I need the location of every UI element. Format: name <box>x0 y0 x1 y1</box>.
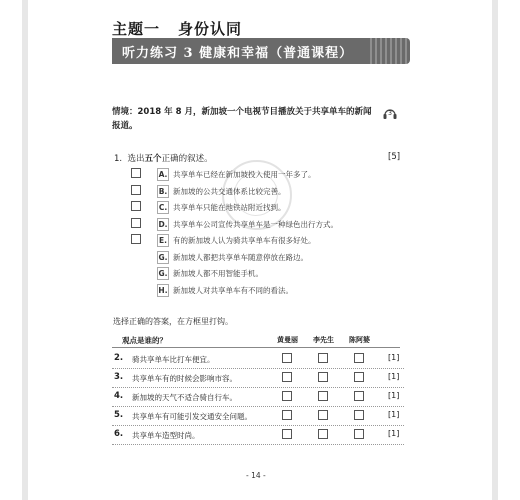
topic-title <box>112 18 242 39</box>
option-checkbox[interactable] <box>131 218 141 228</box>
banner-title: 听力练习 3 健康和幸福（普通课程） <box>122 46 354 61</box>
option-letter: A. <box>158 170 168 179</box>
audio-track-number: 3 <box>388 110 392 117</box>
answer-checkbox-3[interactable] <box>354 353 364 363</box>
row-number: 6. <box>114 429 124 439</box>
question-1-marks: [5] <box>388 152 401 162</box>
option-text: 共享单车只能在地铁站附近找到。 <box>173 203 286 212</box>
option-checkbox[interactable] <box>131 201 141 211</box>
row-number: 4. <box>114 391 124 401</box>
row-marks: [1] <box>388 353 400 362</box>
row-marks: [1] <box>388 410 400 419</box>
page-frame-right <box>492 0 498 500</box>
topic-name: 身份认同 <box>178 20 243 38</box>
header-name-1: 黄曼丽 <box>277 335 298 344</box>
scenario-text: 情境：2018 年 8 月，新加坡一个电视节目播放关于共享单车的新闻报道。 <box>112 107 372 131</box>
question-row <box>112 350 404 369</box>
page-number: - 14 - <box>246 471 266 480</box>
question-row <box>112 388 404 407</box>
question-1-text-b: 五个 <box>144 154 162 164</box>
header-name-3: 陈阿婆 <box>349 335 370 344</box>
answer-checkbox-2[interactable] <box>318 372 328 382</box>
option-text: 有的新加坡人认为骑共享单车有很多好处。 <box>173 236 316 245</box>
option-text: 新加坡人都把共享单车随意停放在路边。 <box>173 253 308 262</box>
option-letter: B. <box>158 187 168 196</box>
answer-checkbox-2[interactable] <box>318 410 328 420</box>
option-letter: C. <box>158 203 168 212</box>
question-1-prompt <box>114 152 213 164</box>
row-statement: 新加坡的天气不适合骑自行车。 <box>132 393 237 402</box>
question-row <box>112 369 404 388</box>
row-statement: 共享单车造型时尚。 <box>132 431 200 440</box>
question-1-text-c: 正确的叙述。 <box>161 154 213 164</box>
row-statement: 共享单车有的时候会影响市容。 <box>132 374 237 383</box>
row-number: 3. <box>114 372 124 382</box>
row-number: 5. <box>114 410 124 420</box>
option-checkbox[interactable] <box>131 168 141 178</box>
answer-checkbox-3[interactable] <box>354 391 364 401</box>
option-letter: E. <box>157 234 169 247</box>
answer-checkbox-1[interactable] <box>282 410 292 420</box>
section-banner <box>112 38 410 64</box>
banner-stripes <box>370 38 410 64</box>
audio-track-icon <box>383 106 397 119</box>
option-text: 新加坡人都不用智能手机。 <box>173 269 263 278</box>
page-frame-left <box>22 0 28 500</box>
option-letter: H. <box>158 286 168 295</box>
row-marks: [1] <box>388 429 400 438</box>
option-letter: G. <box>158 253 168 262</box>
option-letter: G. <box>158 269 168 278</box>
row-statement: 共享单车有可能引发交通安全问题。 <box>132 412 252 421</box>
option-text: 共享单车公司宣传共享单车是一种绿色出行方式。 <box>173 220 338 229</box>
row-statement: 骑共享单车比打车便宜。 <box>132 355 215 364</box>
question-1-text-a: 选出 <box>127 154 145 164</box>
option-text: 新加坡人对共享单车有不同的看法。 <box>173 286 293 295</box>
topic-number: 主题一 <box>112 20 161 38</box>
row-marks: [1] <box>388 372 400 381</box>
answer-checkbox-1[interactable] <box>282 429 292 439</box>
row-number: 2. <box>114 353 124 363</box>
section-2-instruction: 选择正确的答案，在方框里打钩。 <box>113 317 233 326</box>
answer-checkbox-2[interactable] <box>318 353 328 363</box>
answer-checkbox-1[interactable] <box>282 391 292 401</box>
answer-checkbox-3[interactable] <box>354 410 364 420</box>
question-row <box>112 407 404 426</box>
option-text: 新加坡的公共交通体系比较完善。 <box>173 187 286 196</box>
answer-checkbox-1[interactable] <box>282 372 292 382</box>
header-question: 观点是谁的？ <box>122 336 167 345</box>
question-1-number: 1. <box>114 154 123 164</box>
option-checkbox[interactable] <box>131 234 141 244</box>
table-header <box>112 333 400 348</box>
answer-checkbox-3[interactable] <box>354 429 364 439</box>
option-checkbox[interactable] <box>131 185 141 195</box>
option-text: 共享单车已经在新加坡投入使用一年多了。 <box>173 170 316 179</box>
answer-checkbox-2[interactable] <box>318 391 328 401</box>
answer-checkbox-2[interactable] <box>318 429 328 439</box>
option-letter: D. <box>158 220 168 229</box>
header-name-2: 李先生 <box>313 335 334 344</box>
answer-checkbox-1[interactable] <box>282 353 292 363</box>
question-row <box>112 426 404 445</box>
row-marks: [1] <box>388 391 400 400</box>
answer-checkbox-3[interactable] <box>354 372 364 382</box>
